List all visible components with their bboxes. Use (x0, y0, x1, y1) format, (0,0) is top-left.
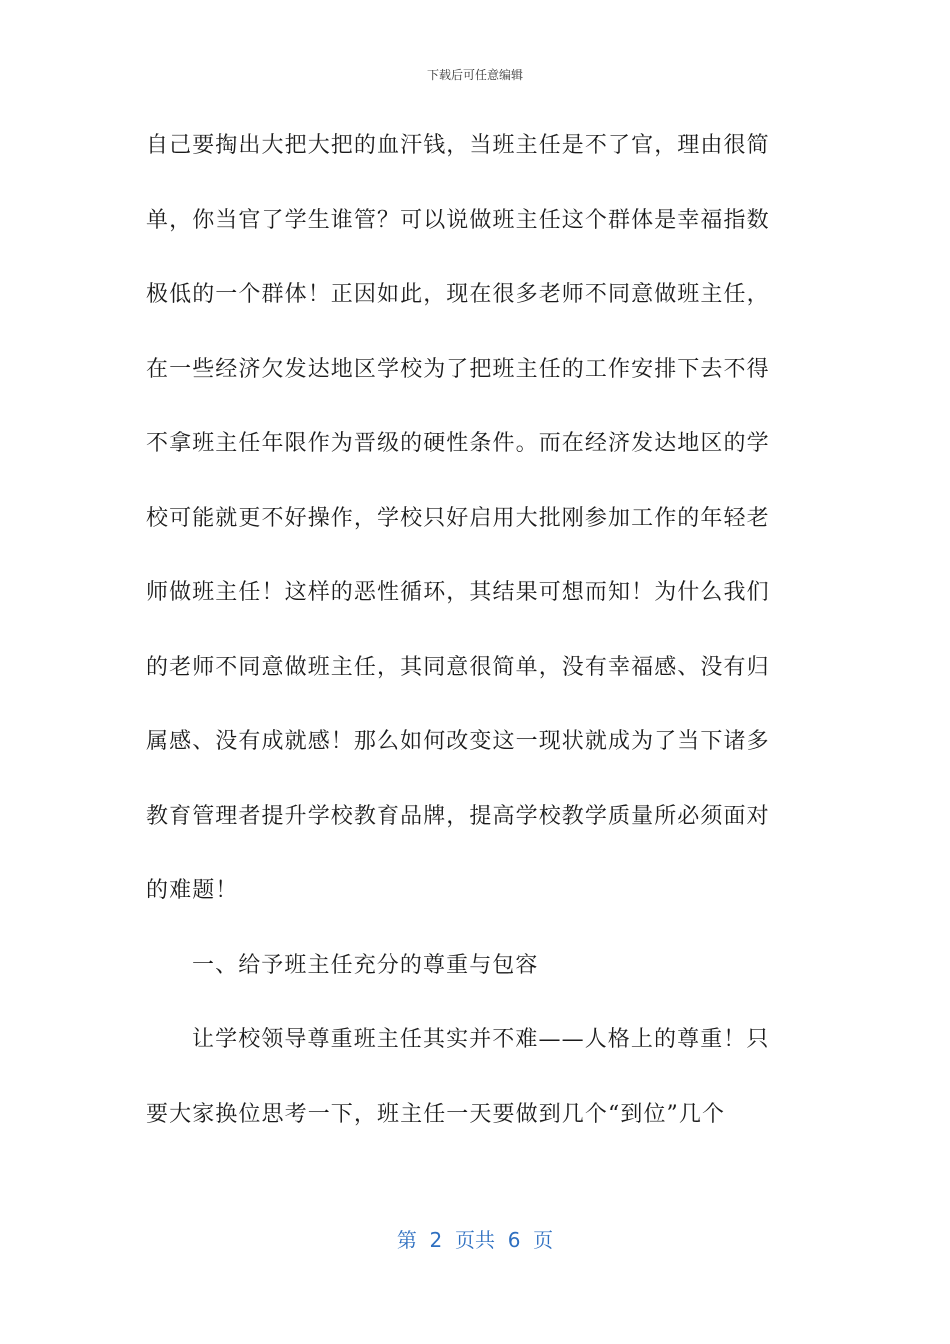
paragraph-line: 校可能就更不好操作，学校只好启用大批刚参加工作的年轻老 (146, 505, 770, 531)
page-number: 第 2 页共 6 页 (396, 1228, 554, 1252)
paragraph-line: 的老师不同意做班主任，其同意很简单，没有幸福感、没有归 (146, 654, 770, 680)
paragraph-line: 极低的一个群体！正因如此，现在很多老师不同意做班主任， (146, 282, 770, 307)
paragraph-line: 属感、没有成就感！那么如何改变这一现状就成为了当下诸多 (146, 729, 770, 754)
paragraph-line: 让学校领导尊重班主任其实并不难——人格上的尊重！只 (192, 1027, 770, 1052)
paragraph-line: 不拿班主任年限作为晋级的硬性条件。而在经济发达地区的学 (146, 431, 770, 456)
paragraph-line: 在一些经济欠发达地区学校为了把班主任的工作安排下去不得 (146, 356, 770, 382)
paragraph-line: 教育管理者提升学校教育品牌，提高学校教学质量所必须面对 (146, 803, 770, 829)
paragraph-line: 师做班主任！这样的恶性循环，其结果可想而知！为什么我们 (146, 580, 770, 605)
paragraph-line: 单，你当官了学生谁管？可以说做班主任这个群体是幸福指数 (146, 207, 770, 233)
document-body (146, 124, 806, 1167)
paragraph-line: 要大家换位思考一下，班主任一天要做到几个“到位”几个 (146, 1101, 726, 1127)
paragraph-line: 自己要掏出大把大把的血汗钱，当班主任是不了官，理由很简 (146, 133, 770, 158)
paragraph-line: 的难题！ (146, 878, 239, 903)
section-heading: 一、给予班主任充分的尊重与包容 (192, 952, 539, 978)
page-header: 下载后可任意编辑 (426, 68, 523, 82)
